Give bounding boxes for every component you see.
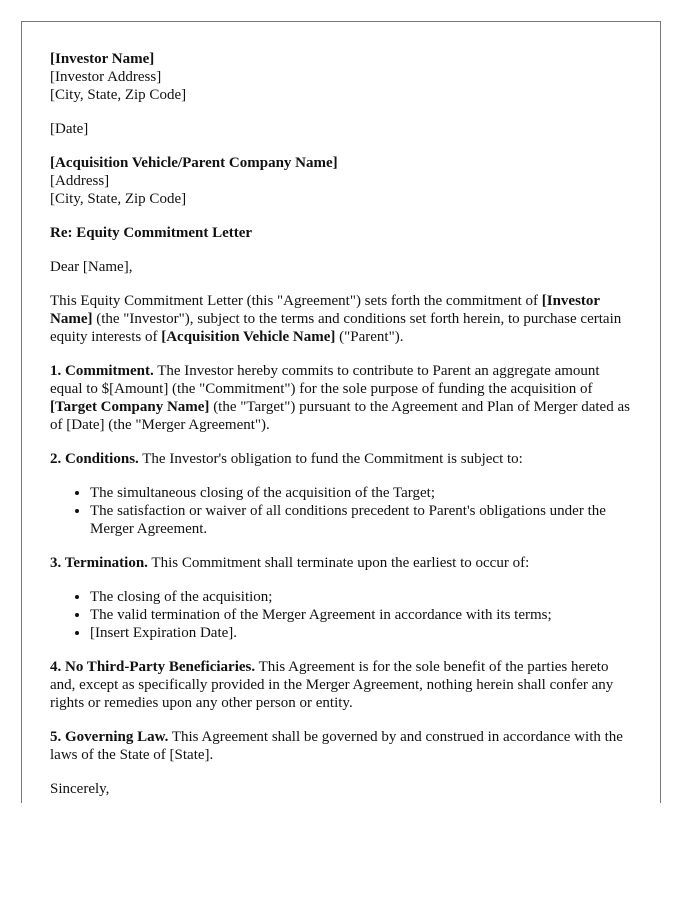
termination-text: This Commitment shall terminate upon the earliest to occur of: bbox=[147, 555, 530, 571]
governing-law-section bbox=[50, 728, 634, 764]
termination-section bbox=[50, 554, 634, 572]
termination-heading: 3. Termination. bbox=[50, 555, 148, 571]
investor-block bbox=[50, 50, 634, 104]
no-third-party-heading: 4. No Third-Party Beneficiaries. bbox=[50, 659, 256, 675]
conditions-heading: 2. Conditions. bbox=[50, 451, 139, 467]
intro-text-1: This Equity Commitment Letter (this "Agreement") sets forth the commitment of bbox=[50, 293, 542, 309]
intro-text-2: (the "Investor"), subject to the terms and conditions set forth herein, to purchase certain equity interests of bbox=[50, 311, 622, 345]
commitment-text-1: The Investor hereby commits to contribute to Parent an aggregate amount equal to $[Amount] (the "Commitment") for the sole purpose of funding the acquisition of bbox=[50, 363, 600, 397]
conditions-list bbox=[50, 484, 634, 538]
subject-line: Re: Equity Commitment Letter bbox=[50, 225, 253, 241]
list-item: • The satisfaction or waiver of all conditions precedent to Parent's obligations under the Merger Agreement. bbox=[90, 502, 634, 538]
date-block bbox=[50, 120, 634, 138]
list-item: • [Insert Expiration Date]. bbox=[90, 624, 634, 642]
governing-law-text: This Agreement shall be governed by and construed in accordance with the laws of the State of [State]. bbox=[50, 729, 623, 763]
investor-name: [Investor Name] bbox=[50, 51, 155, 67]
investor-city: [City, State, Zip Code] bbox=[50, 87, 187, 103]
commitment-heading: 1. Commitment. bbox=[50, 363, 154, 379]
conditions-text: The Investor's obligation to fund the Commitment is subject to: bbox=[138, 451, 523, 467]
recipient-name: [Acquisition Vehicle/Parent Company Name] bbox=[50, 155, 338, 171]
governing-law-heading: 5. Governing Law. bbox=[50, 729, 169, 745]
recipient-address: [Address] bbox=[50, 173, 110, 189]
salutation: Dear [Name], bbox=[50, 259, 133, 275]
intro-vehicle-name: [Acquisition Vehicle Name] bbox=[161, 329, 336, 345]
intro-investor-name: [Investor Name] bbox=[50, 293, 600, 327]
no-third-party-text: This Agreement is for the sole benefit of the parties hereto and, except as specifically provided in the Merger Agreement, nothing herein shall confer any rights or remedies upon any other person or entity. bbox=[50, 659, 614, 711]
commitment-text-2: (the "Target") pursuant to the Agreement and Plan of Merger dated as of [Date] (the "Merger Agreement"). bbox=[50, 399, 630, 433]
investor-address: [Investor Address] bbox=[50, 69, 162, 85]
recipient-block bbox=[50, 154, 634, 208]
letter-content bbox=[50, 50, 634, 814]
conditions-section bbox=[50, 450, 634, 468]
intro-text-3: ("Parent"). bbox=[335, 329, 404, 345]
termination-list bbox=[50, 588, 634, 642]
recipient-city: [City, State, Zip Code] bbox=[50, 191, 187, 207]
commitment-section bbox=[50, 362, 634, 434]
list-item: • The valid termination of the Merger Agreement in accordance with its terms; bbox=[90, 606, 634, 624]
closing: Sincerely, bbox=[50, 781, 110, 797]
intro-paragraph bbox=[50, 292, 634, 346]
letter-page bbox=[21, 21, 661, 803]
letter-date: [Date] bbox=[50, 121, 89, 137]
list-item: • The closing of the acquisition; bbox=[90, 588, 634, 606]
commitment-target-name: [Target Company Name] bbox=[50, 399, 210, 415]
list-item: • The simultaneous closing of the acquisition of the Target; bbox=[90, 484, 634, 502]
no-third-party-section bbox=[50, 658, 634, 712]
